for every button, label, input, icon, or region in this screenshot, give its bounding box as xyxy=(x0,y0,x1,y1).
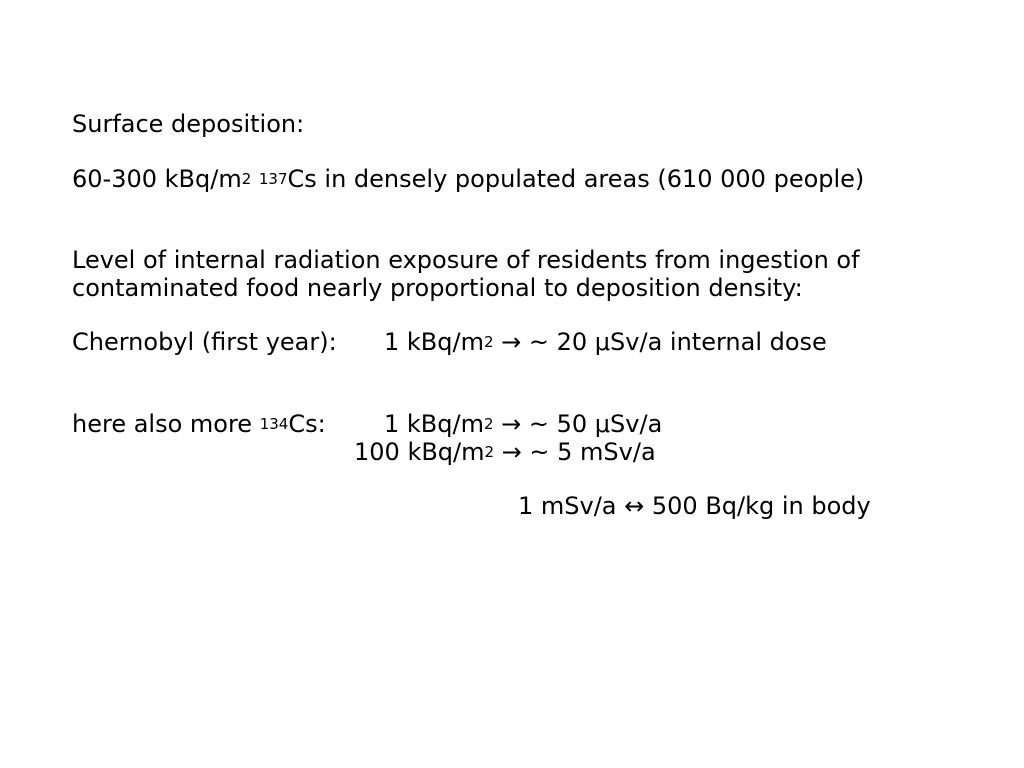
internal-exposure-line-2 xyxy=(72,274,803,302)
cs134-label-prefix: here also more xyxy=(72,410,260,438)
chernobyl-label-text: Chernobyl (first year): xyxy=(72,328,337,356)
dose-equivalence xyxy=(518,492,871,520)
surface-deposition-heading xyxy=(72,110,304,138)
surface-space xyxy=(251,165,259,193)
surface-sup-squared: 2 xyxy=(241,170,252,188)
cs134-row1-sup: 2 xyxy=(483,415,494,433)
surface-deposition-values xyxy=(72,165,864,193)
cs134-row-1 xyxy=(384,410,662,438)
chernobyl-label xyxy=(72,328,337,356)
surface-sup-isotope: 137 xyxy=(258,170,288,188)
internal-line-2-text: contaminated food nearly proportional to deposition density: xyxy=(72,274,803,302)
chernobyl-sup: 2 xyxy=(483,333,494,351)
cs134-label xyxy=(72,410,326,438)
cs134-row1-suffix: → ~ 50 μSv/a xyxy=(493,410,663,438)
internal-line-1-text: Level of internal radiation exposure of residents from ingestion of xyxy=(72,246,860,274)
cs134-label-suffix: Cs: xyxy=(288,410,326,438)
cs134-row2-suffix: → ~ 5 mSv/a xyxy=(494,438,656,466)
cs134-row2-prefix: 100 kBq/m xyxy=(354,438,485,466)
cs134-row2-sup: 2 xyxy=(484,443,495,461)
chernobyl-value-prefix: 1 kBq/m xyxy=(384,328,484,356)
surface-line-prefix: 60-300 kBq/m xyxy=(72,165,242,193)
internal-exposure-line-1 xyxy=(72,246,860,274)
chernobyl-value-suffix: → ~ 20 μSv/a internal dose xyxy=(493,328,827,356)
cs134-row1-prefix: 1 kBq/m xyxy=(384,410,484,438)
surface-heading-text: Surface deposition: xyxy=(72,110,305,138)
chernobyl-value xyxy=(384,328,827,356)
dose-equivalence-text: 1 mSv/a ↔ 500 Bq/kg in body xyxy=(518,492,871,520)
cs134-label-sup: 134 xyxy=(259,415,289,433)
surface-line-suffix: Cs in densely populated areas (610 000 people) xyxy=(287,165,865,193)
cs134-row-2 xyxy=(354,438,656,466)
